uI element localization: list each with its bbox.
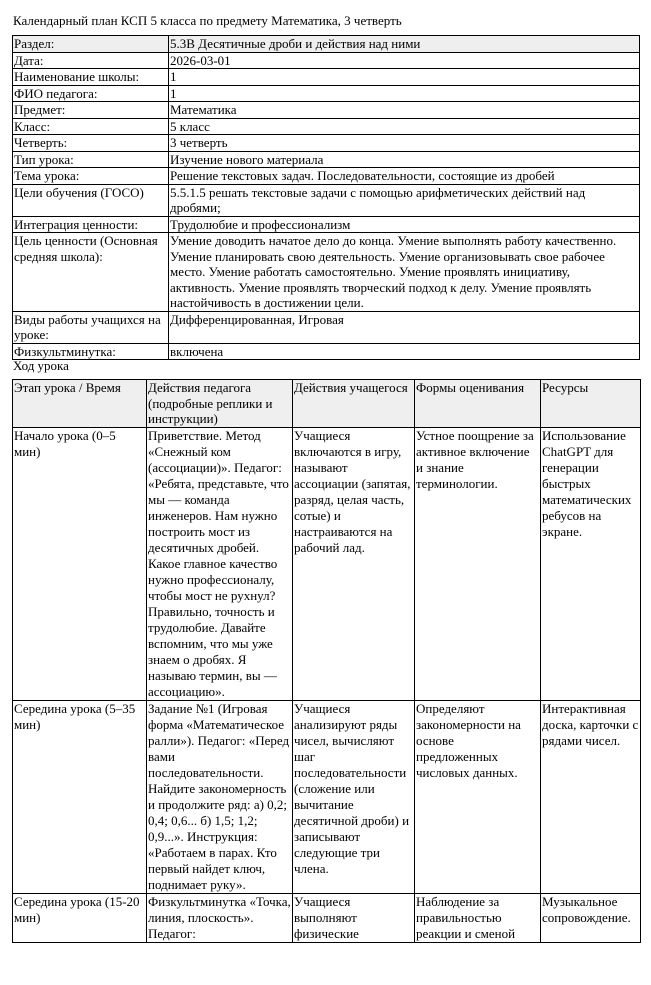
- info-row-objectives: [13, 184, 640, 216]
- info-value: Изучение нового материала: [169, 151, 640, 168]
- column-header-teacher-actions: Действия педагога (подробные реплики и инструкции): [147, 380, 293, 428]
- table-cell: Музыкальное сопровождение.: [541, 893, 641, 942]
- info-label: Наименование школы:: [13, 69, 169, 86]
- table-cell: Наблюдение за правильностью реакции и сменой: [415, 893, 541, 942]
- table-cell: Определяют закономерности на основе предложенных числовых данных.: [415, 700, 541, 893]
- info-value: 3 четверть: [169, 135, 640, 152]
- info-value: 5 класс: [169, 118, 640, 135]
- info-label: Тип урока:: [13, 151, 169, 168]
- info-label: Раздел:: [13, 36, 169, 53]
- info-row-date: [13, 52, 640, 69]
- table-row: [13, 700, 641, 893]
- column-header-student-actions: Действия учащегося: [293, 380, 415, 428]
- table-cell: Задание №1 (Игровая форма «Математическое ралли»). Педагог: «Перед вами последовательности. Найдите закономерность и продолжите ряд: а) 0,2; 0,4; 0,6... б) 1,5; 1,2; 0,9...». Инструкция: «Работаем в парах. Кто первый найдет ключ, поднимает руку».: [147, 700, 293, 893]
- info-value: Математика: [169, 102, 640, 119]
- info-value: включена: [169, 343, 640, 360]
- info-row-school: [13, 69, 640, 86]
- table-cell: Учащиеся включаются в игру, называют ассоциации (запятая, разряд, целая часть, сотые) и настраиваются на рабочий лад.: [293, 427, 415, 700]
- table-cell: Начало урока (0–5 мин): [13, 427, 147, 700]
- table-cell: Устное поощрение за активное включение и знание терминологии.: [415, 427, 541, 700]
- info-value: Умение доводить начатое дело до конца. Умение выполнять работу качественно. Умение планировать свою деятельность. Умение организовывать свое рабочее место. Умение работать самостоятельно. Умение проявлять инициативу, активность. Умение проявлять творческий подход к делу. Умение проявлять настойчивость в достижении цели.: [169, 233, 640, 312]
- table-cell: Середина урока (15-20 мин): [13, 893, 147, 942]
- section-heading: Ход урока: [13, 358, 69, 373]
- info-label: Четверть:: [13, 135, 169, 152]
- column-header-resources: Ресурсы: [541, 380, 641, 428]
- info-row-work-types: [13, 311, 640, 343]
- info-label: ФИО педагога:: [13, 85, 169, 102]
- lesson-flow-table: [12, 379, 641, 943]
- table-header-row: [13, 380, 641, 428]
- info-row-lesson-type: [13, 151, 640, 168]
- table-cell: Учащиеся анализируют ряды чисел, вычисляют шаг последовательности (сложение или вычитание десятичной дроби) и записывают следующие три члена.: [293, 700, 415, 893]
- table-cell: Учащиеся выполняют физические: [293, 893, 415, 942]
- info-value: 5.3В Десятичные дроби и действия над ними: [169, 36, 640, 53]
- column-header-stage: Этап урока / Время: [13, 380, 147, 428]
- table-cell: Использование ChatGPT для генерации быстрых математических ребусов на экране.: [541, 427, 641, 700]
- info-row-value-goal: [13, 233, 640, 312]
- lesson-info-table: [12, 35, 640, 360]
- info-label: Цели обучения (ГОСО): [13, 184, 169, 216]
- page-title: Календарный план КСП 5 класса по предмету Математика, 3 четверть: [13, 13, 402, 28]
- table-row: [13, 427, 641, 700]
- column-header-assessment: Формы оценивания: [415, 380, 541, 428]
- info-row-section: [13, 36, 640, 53]
- info-row-teacher: [13, 85, 640, 102]
- info-label: Цель ценности (Основная средняя школа):: [13, 233, 169, 312]
- info-row-quarter: [13, 135, 640, 152]
- info-row-grade: [13, 118, 640, 135]
- table-row: [13, 893, 641, 942]
- info-value: Дифференцированная, Игровая: [169, 311, 640, 343]
- info-label: Интеграция ценности:: [13, 216, 169, 233]
- table-cell: Физкультминутка «Точка, линия, плоскость». Педагог:: [148, 893, 291, 941]
- table-cell: Приветствие. Метод «Снежный ком (ассоциации)». Педагог: «Ребята, представьте, что мы — команда инженеров. Нам нужно построить мост из десятичных дробей. Какое главное качество нужно профессионалу, чтобы мост не рухнул? Правильно, точность и трудолюбие. Давайте вспомним, что мы уже знаем о дробях. Я называю термин, вы — ассоциацию».: [147, 427, 293, 700]
- info-label: Физкультминутка:: [13, 343, 169, 360]
- info-value: 1: [169, 85, 640, 102]
- info-row-exercise-break: [13, 343, 640, 360]
- info-label: Виды работы учащихся на уроке:: [13, 311, 169, 343]
- info-value: Трудолюбие и профессионализм: [169, 216, 640, 233]
- info-row-subject: [13, 102, 640, 119]
- info-value: Решение текстовых задач. Последовательности, состоящие из дробей: [169, 168, 640, 185]
- info-label: Предмет:: [13, 102, 169, 119]
- info-row-value-integration: [13, 216, 640, 233]
- info-label: Дата:: [13, 52, 169, 69]
- table-cell: Середина урока (5–35 мин): [13, 700, 147, 893]
- table-cell: Интерактивная доска, карточки с рядами чисел.: [541, 700, 641, 893]
- info-value: 5.5.1.5 решать текстовые задачи с помощью арифметических действий над дробями;: [169, 184, 640, 216]
- info-value: 2026-03-01: [169, 52, 640, 69]
- info-label: Класс:: [13, 118, 169, 135]
- info-value: 1: [169, 69, 640, 86]
- info-row-topic: [13, 168, 640, 185]
- info-label: Тема урока:: [13, 168, 169, 185]
